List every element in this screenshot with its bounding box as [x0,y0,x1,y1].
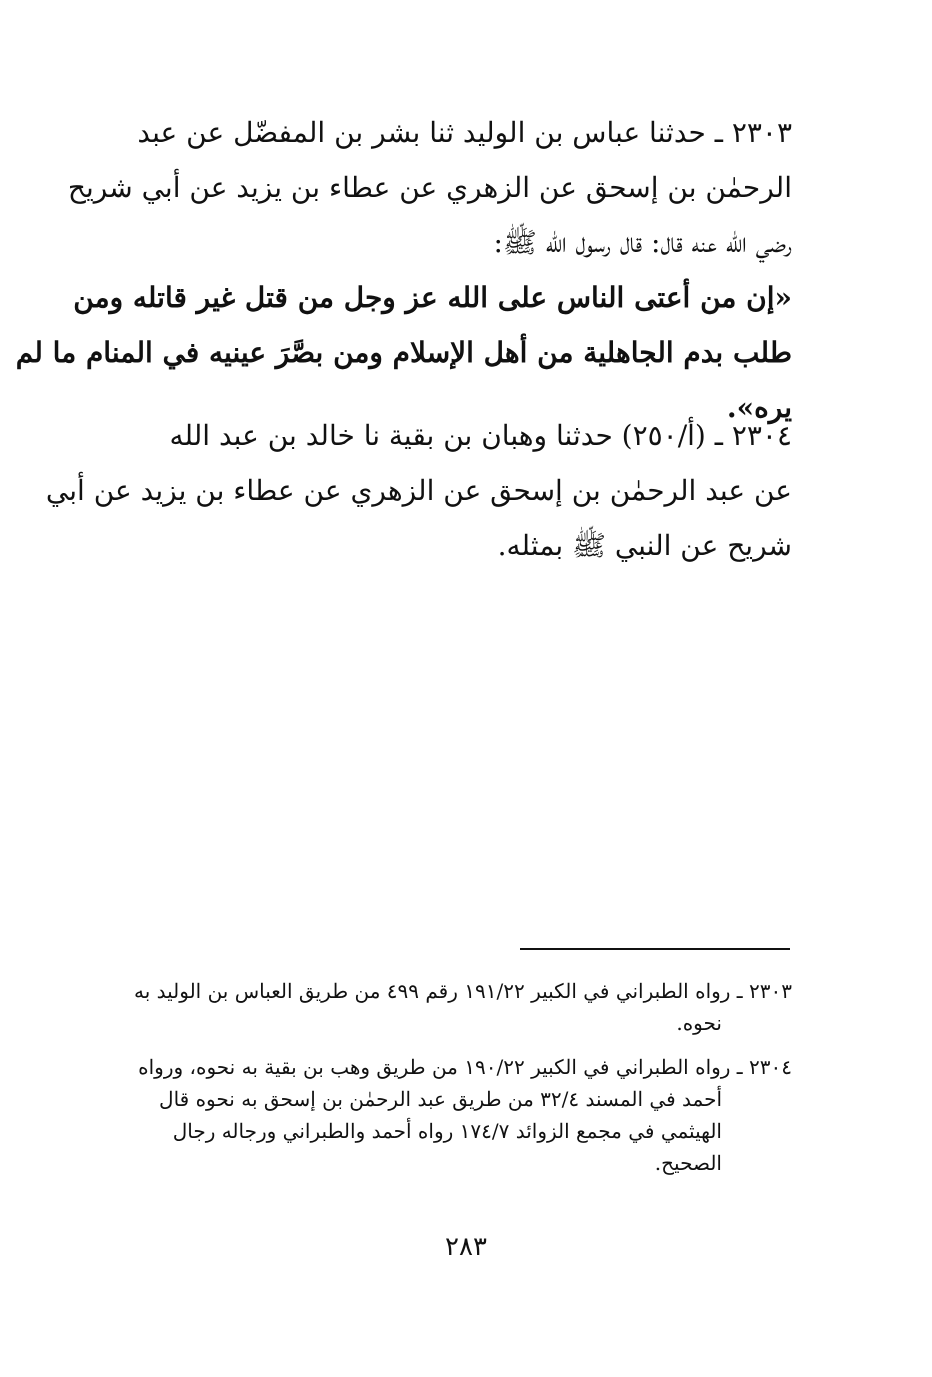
footnote-line: أحمد في المسند ٣٢/٤ من طريق عبد الرحمٰن بن إسحق به نحوه قال [159,1087,722,1111]
text-line: شريح عن النبي ﷺ بمثله. [497,529,792,562]
text-line: عن عبد الرحمٰن بن إسحق عن الزهري عن عطاء بن يزيد عن أبي [45,474,792,507]
footnote-line: ٢٣٠٣ ـ رواه الطبراني في الكبير ١٩١/٢٢ رقم ٤٩٩ من طريق العباس بن الوليد به [133,979,792,1003]
footnote-separator [520,948,790,950]
footnote-line: نحوه. [676,1011,722,1035]
text-line: ٢٣٠٣ ـ حدثنا عباس بن الوليد ثنا بشر بن المفضّل عن عبد [137,116,792,149]
footnote-2304 [112,1051,792,1179]
footnote-line: الصحيح. [654,1151,722,1175]
hadith-entry-2303 [15,105,792,435]
footnote-line: الهيثمي في مجمع الزوائد ١٧٤/٧ رواه أحمد والطبراني ورجاله رجال [172,1119,722,1143]
footnote-line: ٢٣٠٤ ـ رواه الطبراني في الكبير ١٩٠/٢٢ من طريق وهب بن بقية به نحوه، ورواه [138,1055,792,1079]
footnotes [112,975,792,1191]
hadith-matn-line: يره». [726,391,792,424]
hadith-matn-line: «إن من أعتى الناس على الله عز وجل من قتل غير قاتله ومن [73,281,792,314]
text-line: ٢٣٠٤ ـ (أ/٢٥٠) حدثنا وهبان بن بقية نا خالد بن عبد الله [169,419,792,452]
hadith-matn-line: طلب بدم الجاهلية من أهل الإسلام ومن بصَّرَ عينيه في المنام ما لم [15,336,792,369]
text-line: الرحمٰن بن إسحق عن الزهري عن عطاء بن يزيد عن أبي شريح [67,171,792,204]
page-number: ٢٨٣ [445,1232,487,1262]
text-line: رضي الله عنه قال: قال رسول الله ﷺ: [493,226,792,259]
hadith-entry-2304 [45,408,792,573]
footnote-2303 [112,975,792,1039]
